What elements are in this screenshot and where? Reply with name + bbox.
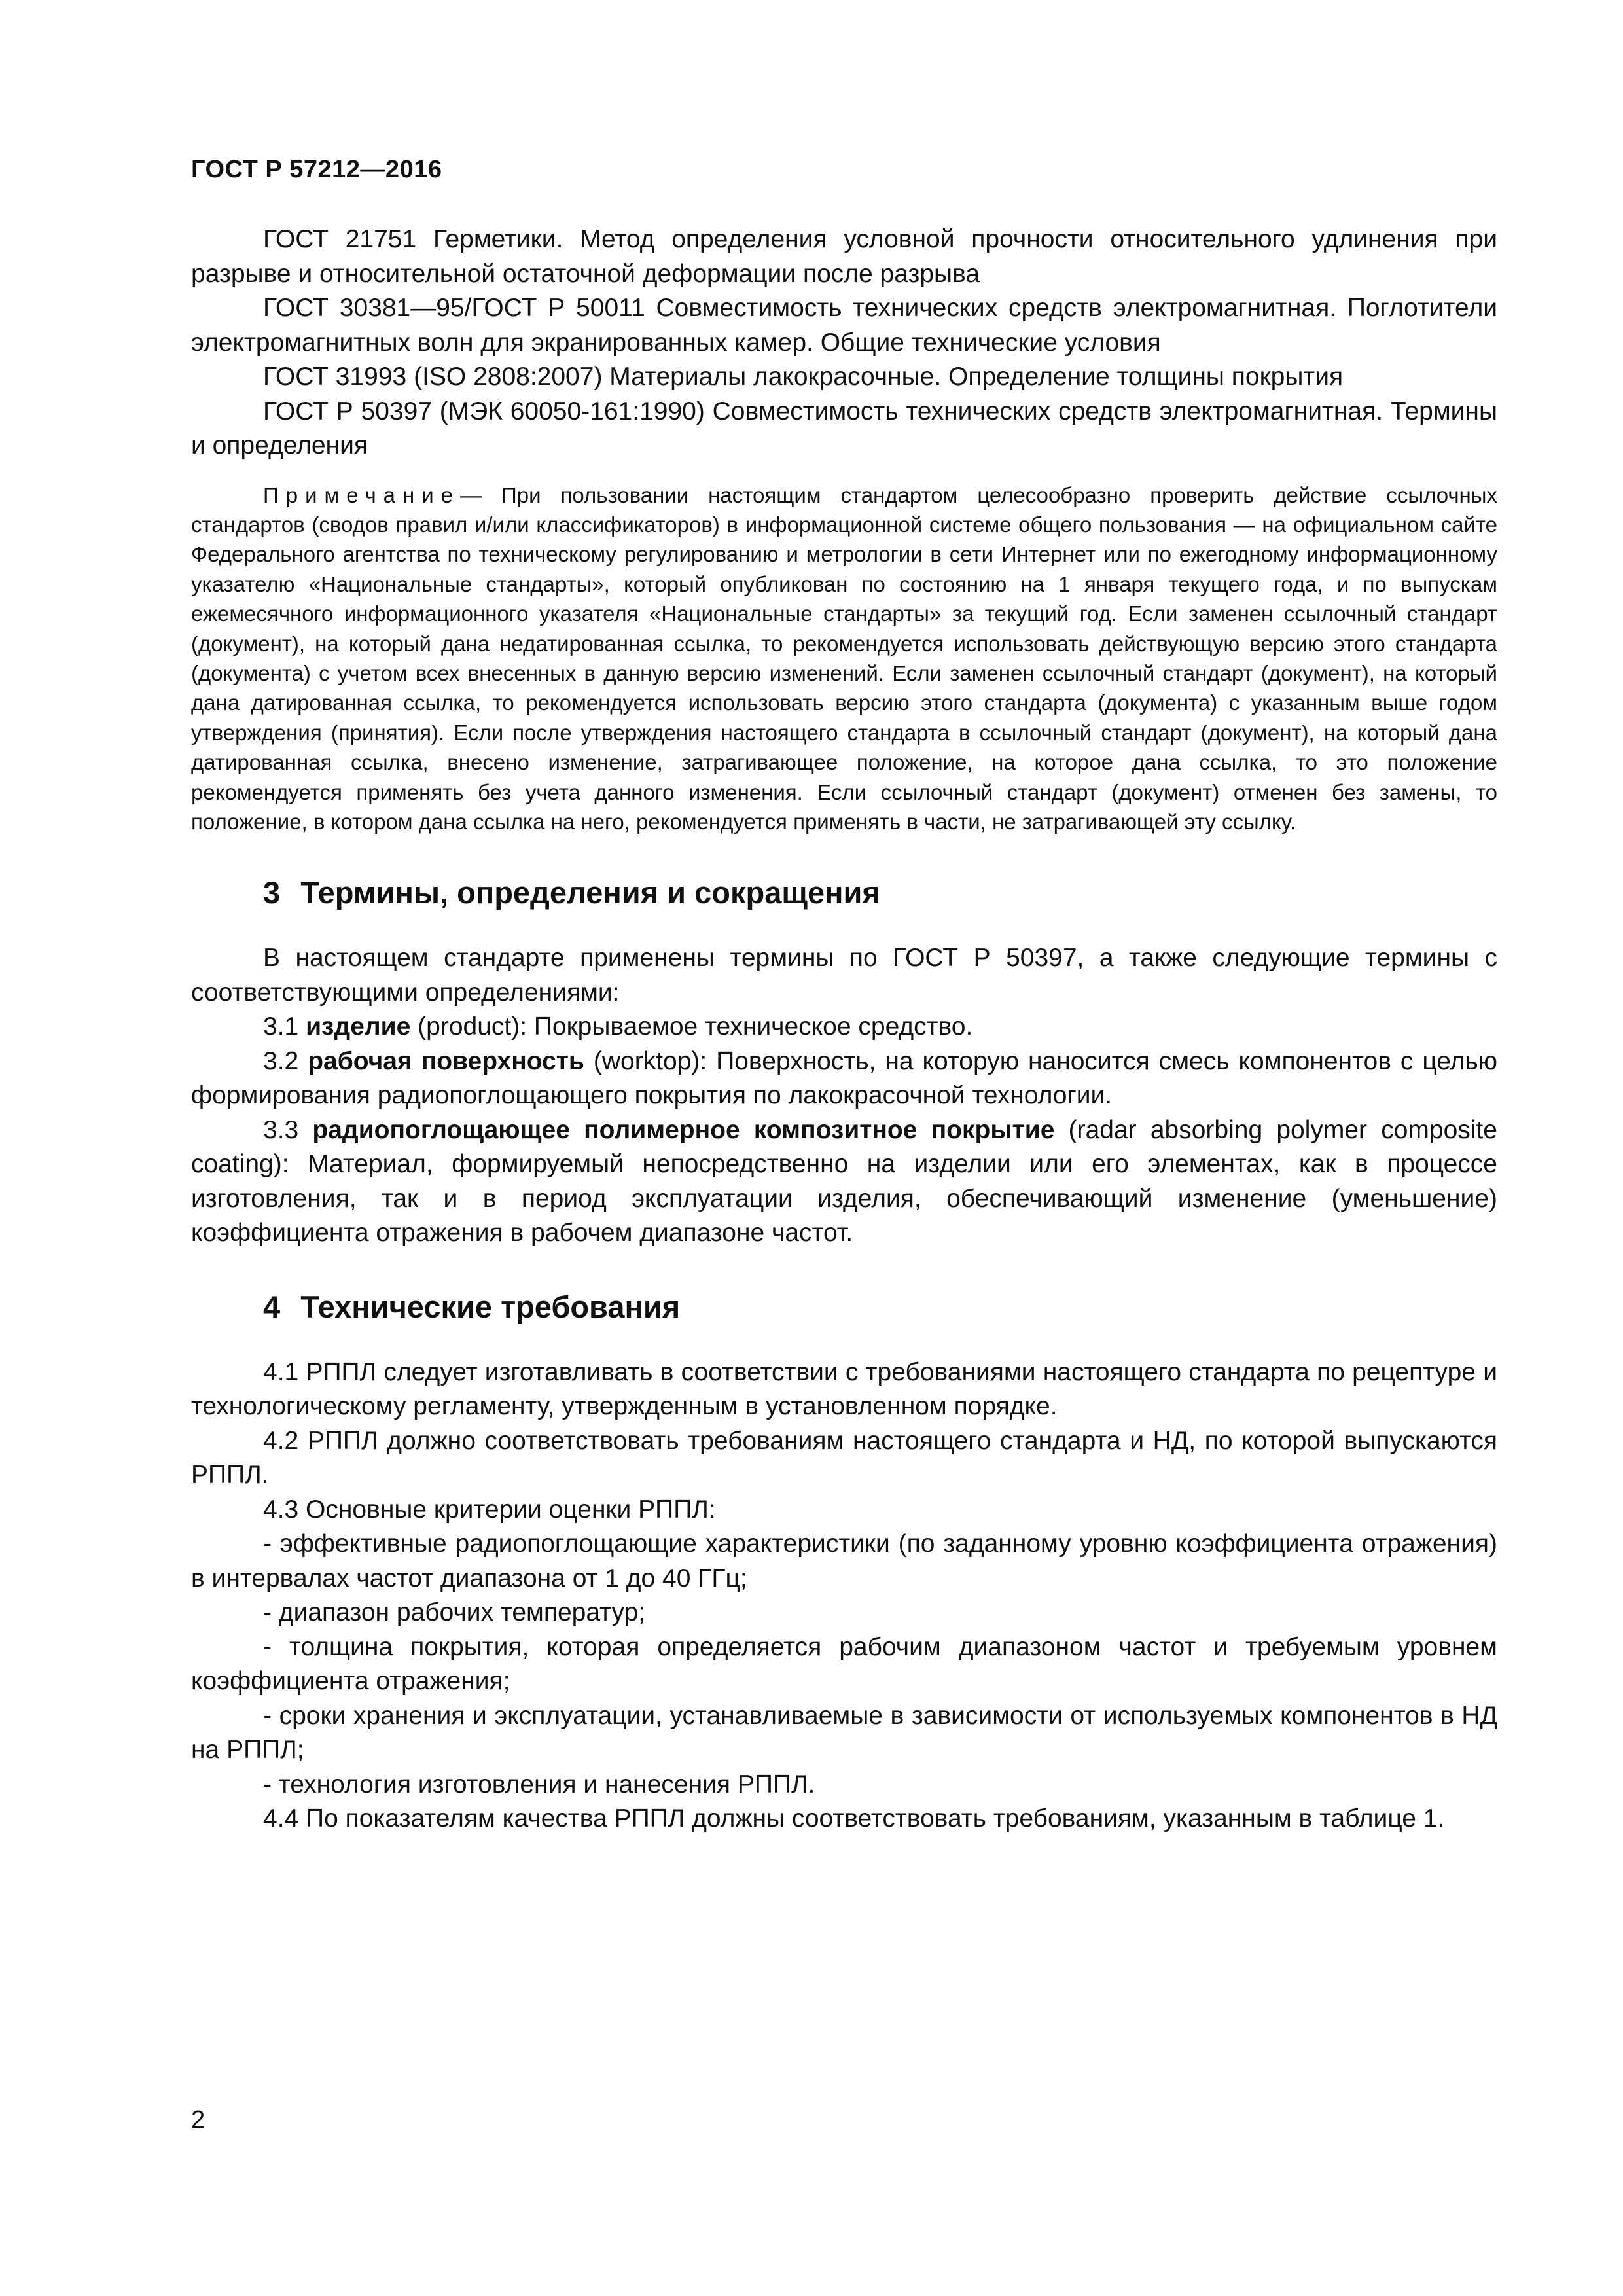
note-text: — При пользовании настоящим стандартом целесообразно проверить действие ссылочных стандартов (сводов правил и/или классификаторов) в информационной системе общего пользования — на официальном сайте Федерального агентства по техническому регулированию и метрологии в сети Интернет или по ежегодному информационному указателю «Национальные стандарты», который опубликован по состоянию на 1 января текущего года, и по выпускам ежемесячного информационного указателя «Национальные стандарты» за текущий год. Если заменен ссылочный стандарт (документ), на который дана недатированная ссылка, то рекомендуется использовать действующую версию этого стандарта (документа) с учетом всех внесенных в данную версию изменений. Если заменен ссылочный стандарт (документ), на который дана датированная ссылка, то рекомендуется использовать версию этого стандарта (документа) с указанным выше годом утверждения (принятия). Если после утверждения настоящего стандарта в ссылочный стандарт (документ), на который дана датированная ссылка, внесено изменение, затрагивающее положение, на которое дана ссылка, то это положение рекомендуется применять без учета данного изменения. Если ссылочный стандарт (документ) отменен без замены, то положение, в котором дана ссылка на него, рекомендуется применять в части, не затрагивающей эту ссылку. <box>191 482 1497 834</box>
term-number: 3.2 <box>263 1047 299 1075</box>
section-number: 4 <box>263 1289 281 1324</box>
requirement-paragraph: 4.1 РППЛ следует изготавливать в соответствии с требованиями настоящего стандарта по рецептуре и технологическому регламенту, утвержденным в установленном порядке. <box>191 1357 1497 1421</box>
references-list <box>191 223 1497 463</box>
reference-code: ГОСТ 31993 (ISO 2808:2007) <box>263 363 603 391</box>
criteria-item: - сроки хранения и эксплуатации, устанавливаемые в зависимости от используемых компонентов в НД на РППЛ; <box>191 1701 1497 1765</box>
reference-item <box>191 360 1497 395</box>
reference-title: Материалы лакокрасочные. Определение толщины покрытия <box>609 363 1344 391</box>
term-number: 3.1 <box>263 1013 299 1041</box>
criteria-item: - эффективные радиопоглощающие характеристики (по заданному уровню коэффициента отражения) в интервалах частот диапазона от 1 до 40 ГГц; <box>191 1530 1497 1592</box>
term-definition <box>191 1010 1497 1045</box>
reference-item <box>191 291 1497 360</box>
term-definition <box>191 1113 1497 1251</box>
page-number: 2 <box>191 2106 205 2134</box>
document-body <box>191 223 1497 1837</box>
term-number: 3.3 <box>263 1115 299 1144</box>
reference-title: Герметики. Метод определения условной прочности относительного удлинения при разрыве и относительной остаточной деформации после разрыва <box>191 225 1498 288</box>
section-title: Термины, определения и сокращения <box>300 875 880 910</box>
term-name: рабочая поверхность <box>308 1047 584 1075</box>
section-3-intro: В настоящем стандарте применены термины по ГОСТ Р 50397, а также следующие термины с соответствующими определениями: <box>191 944 1497 1007</box>
document-header: ГОСТ Р 57212—2016 <box>191 156 442 183</box>
reference-title: Совместимость технических средств электромагнитная. Поглотители электромагнитных волн для экранированных камер. Общие технические условия <box>191 294 1497 357</box>
term-name: радиопоглощающее полимерное композитное покрытие <box>312 1115 1055 1144</box>
term-text: (product): Покрываемое техническое средство. <box>418 1013 973 1041</box>
section-number: 3 <box>263 875 281 910</box>
criteria-item: - диапазон рабочих температур; <box>263 1598 646 1627</box>
requirement-paragraph: 4.2 РППЛ должно соответствовать требованиям настоящего стандарта и НД, по которой выпускаются РППЛ. <box>191 1426 1497 1490</box>
reference-title: Совместимость технических средств электромагнитная. Термины и определения <box>191 397 1497 459</box>
criteria-item: - толщина покрытия, которая определяется рабочим диапазоном частот и требуемым уровнем коэффициента отражения; <box>191 1632 1497 1696</box>
requirement-paragraph: 4.3 Основные критерии оценки РППЛ: <box>263 1495 716 1524</box>
note-block <box>191 480 1497 837</box>
term-name: изделие <box>306 1013 411 1041</box>
reference-item <box>191 223 1497 291</box>
reference-code: ГОСТ Р 50397 (МЭК 60050-161:1990) <box>263 397 705 425</box>
section-4-heading <box>191 1287 1497 1327</box>
requirement-paragraph: 4.4 По показателям качества РППЛ должны соответствовать требованиям, указанным в таблице 1. <box>263 1804 1445 1833</box>
reference-code: ГОСТ 30381—95/ГОСТ Р 50011 <box>263 294 645 322</box>
reference-item <box>191 395 1497 463</box>
section-3-heading <box>191 873 1497 912</box>
reference-code: ГОСТ 21751 <box>263 225 417 253</box>
term-definition <box>191 1045 1497 1113</box>
section-title: Технические требования <box>300 1289 681 1324</box>
term-text: (worktop): Поверхность, на которую наносится смесь компонентов с целью формирования радиопоглощающего покрытия по лакокрасочной технологии. <box>191 1047 1497 1110</box>
criteria-item: - технология изготовления и нанесения РППЛ. <box>263 1770 815 1799</box>
term-text: (radar absorbing polymer composite coating): Материал, формируемый непосредственно на изделии или его элементах, как в процессе изготовления, так и в период эксплуатации изделия, обеспечивающий изменение (уменьшение) коэффициента отражения в рабочем диапазоне частот. <box>191 1115 1497 1247</box>
note-label: Примечание <box>263 482 461 507</box>
